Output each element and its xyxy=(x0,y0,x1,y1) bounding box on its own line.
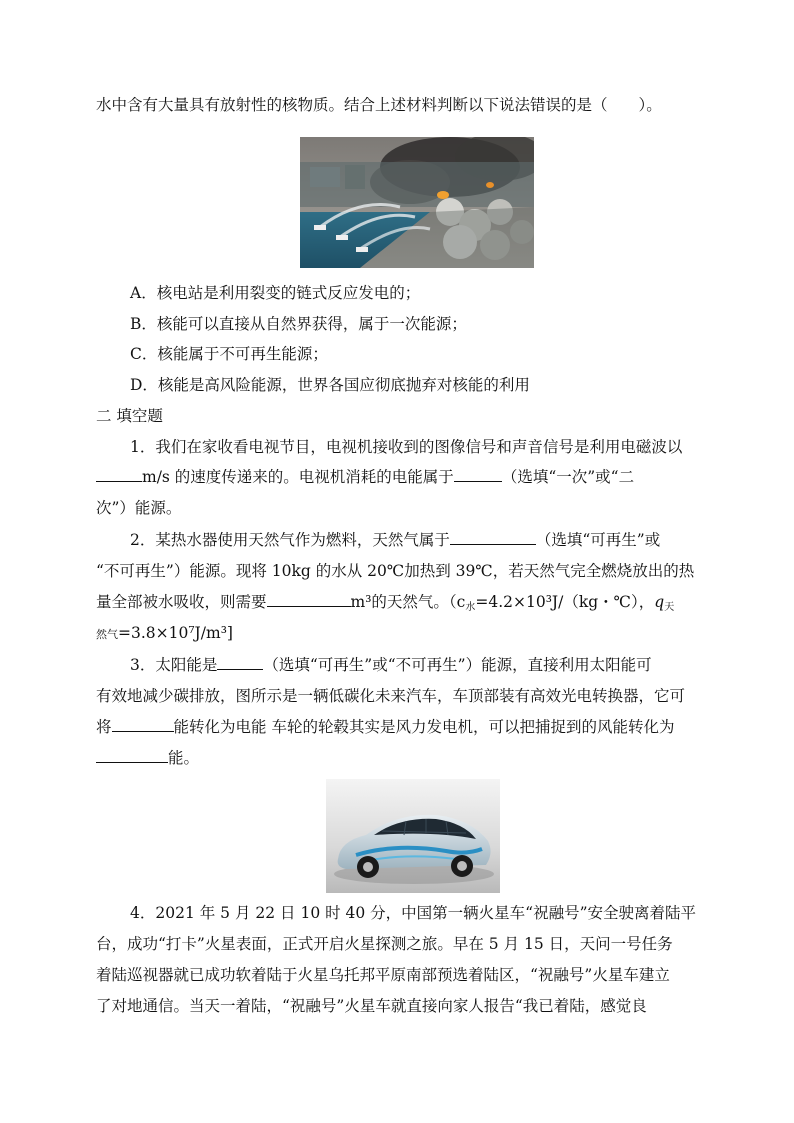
nuclear-plant-fire-photo xyxy=(300,137,534,268)
q2-line4: 然气=3.8×10⁷J/m³] xyxy=(96,624,233,642)
option-d: D．核能是高风险能源，世界各国应彻底抛弃对核能的利用 xyxy=(130,376,530,394)
q1-blank-energy-type[interactable] xyxy=(454,467,502,482)
q2-line2: “不可再生”）能源。现将 10kg 的水从 20℃加热到 39℃，若天然气完全燃烧放出的热 xyxy=(96,562,695,580)
intro-text: 水中含有大量具有放射性的核物质。结合上述材料判断以下说法错误的是（ ）。 xyxy=(96,96,662,114)
option-a: A．核电站是利用裂变的链式反应发电的； xyxy=(130,284,421,302)
q4-line4: 了对地通信。当天一着陆，“祝融号”火星车就直接向家人报告“我已着陆，感觉良 xyxy=(96,997,647,1015)
option-b: B．核能可以直接从自然界获得，属于一次能源； xyxy=(130,315,467,333)
q4-line3: 着陆巡视器就已成功软着陆于火星乌托邦平原南部预选着陆区，“祝融号”火星车建立 xyxy=(96,966,670,984)
q1-line1: 1．我们在家收看电视节目，电视机接收到的图像信号和声音信号是利用电磁波以 xyxy=(130,438,683,456)
q3-blank-energy-source[interactable] xyxy=(112,717,174,732)
q3-line2: 有效地减少碳排放，图所示是一辆低碳化未来汽车，车顶部装有高效光电转换器，它可 xyxy=(96,687,686,705)
section-title: 二 填空题 xyxy=(96,407,163,425)
q2-line3: 量全部被水吸收，则需要 m³的天然气。（c水=4.2×10³J/（kg・℃），q天 xyxy=(96,593,675,613)
q3-blank-energy-output[interactable] xyxy=(96,748,168,763)
q1-line2: m/s 的速度传递来的。电视机消耗的电能属于 （选填“一次”或“二 xyxy=(96,467,634,487)
q3-line3: 将 能转化为电能 车轮的轮毂其实是风力发电机，可以把捕捉到的风能转化为 xyxy=(96,718,675,736)
solar-car-photo xyxy=(326,779,500,893)
q2-blank-renewable[interactable] xyxy=(450,530,536,545)
option-c: C．核能属于不可再生能源； xyxy=(130,345,328,363)
q2-line1: 2．某热水器使用天然气作为燃料，天然气属于 （选填“可再生”或 xyxy=(130,531,661,549)
q1-line3: 次”）能源。 xyxy=(96,499,182,517)
q3-blank-renewable[interactable] xyxy=(217,655,263,670)
q3-line4: 能。 xyxy=(96,748,199,768)
q1-blank-speed[interactable] xyxy=(96,467,142,482)
q2-blank-volume[interactable] xyxy=(267,592,351,607)
q3-line1: 3．太阳能是 （选填“可再生”或“不可再生”）能源，直接利用太阳能可 xyxy=(130,656,652,674)
q4-line1: 4．2021 年 5 月 22 日 10 时 40 分，中国第一辆火星车“祝融号”安全驶离着陆平 xyxy=(130,904,697,922)
q4-line2: 台，成功“打卡”火星表面，正式开启火星探测之旅。早在 5 月 15 日，天问一号任务 xyxy=(96,935,673,953)
